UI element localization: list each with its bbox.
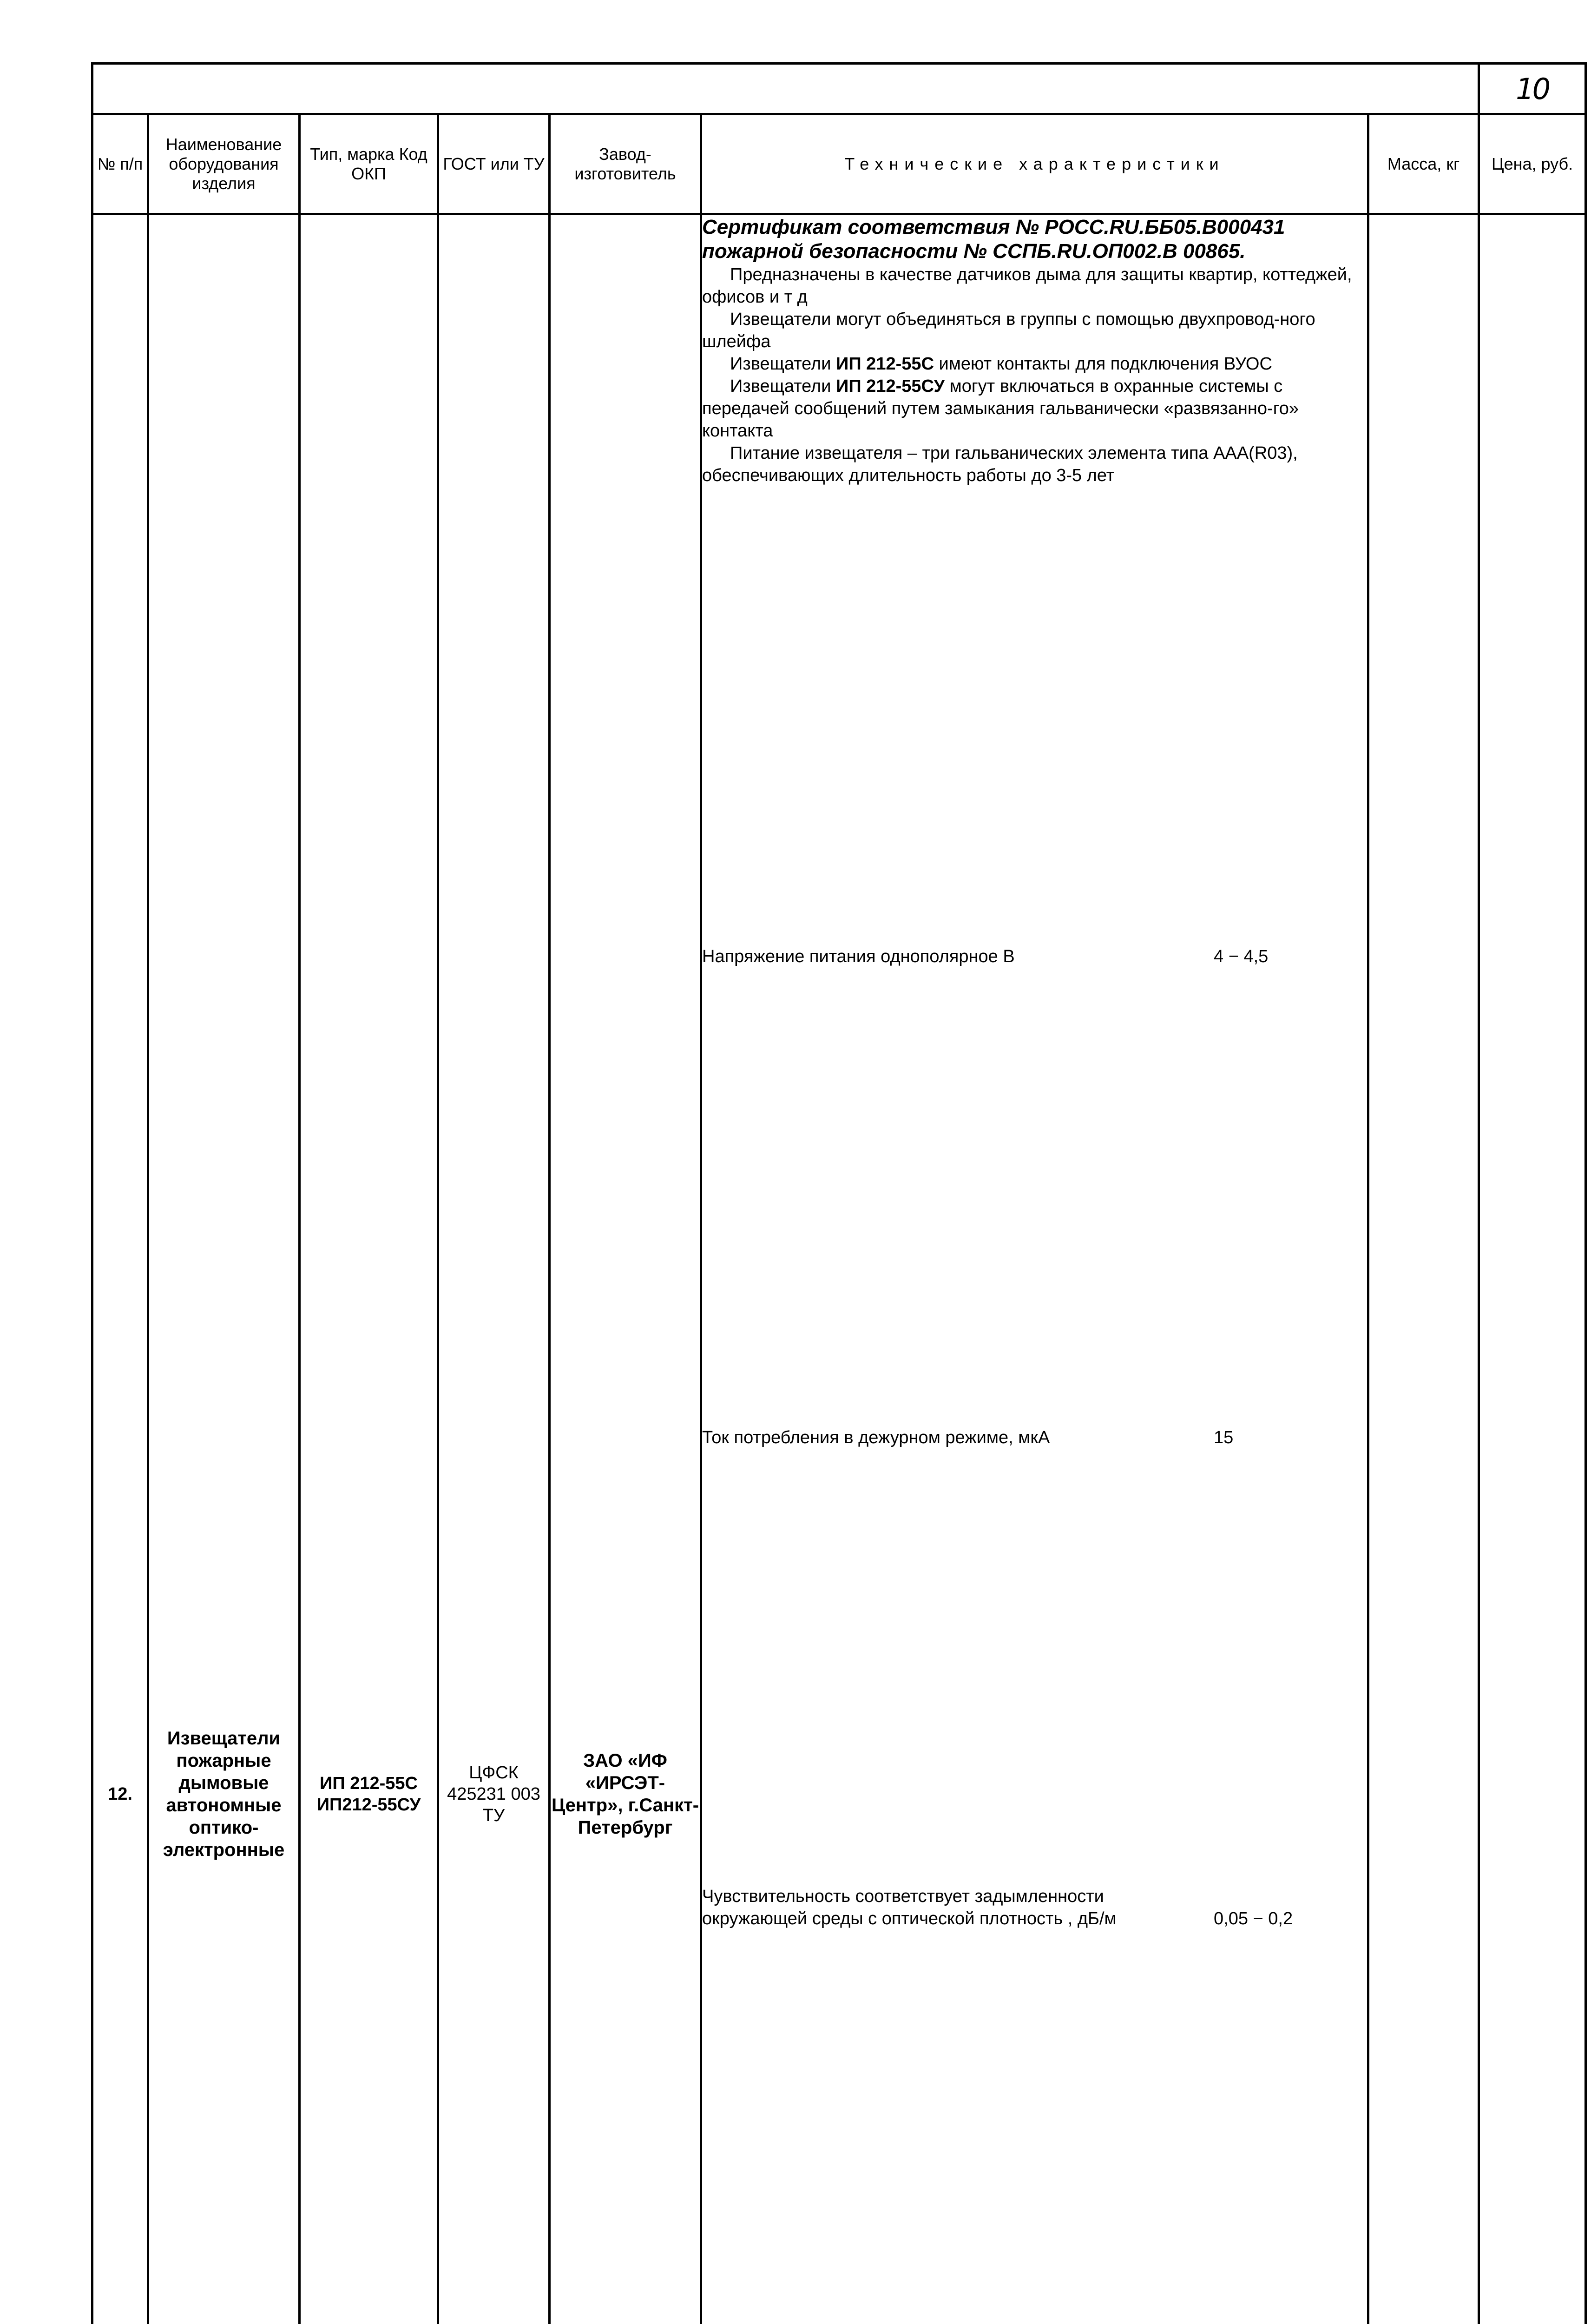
parameter-label: Чувствительность соответствует задымленности окружающей среды с оптической плотность , дБ/м <box>702 1449 1214 1930</box>
header-price: Цена, руб. <box>1479 114 1586 214</box>
text-run: могут включаться в охранные системы с передачей сообщений путем замыкания гальванически «развязанно-го» контакта <box>702 376 1299 441</box>
text-run: имеют контакты для подключения ВУОС <box>934 354 1272 374</box>
product-type <box>300 214 438 2324</box>
parameter-row <box>702 487 1367 968</box>
description-paragraph: Извещатели могут объединяться в группы с помощью двухпровод-ного шлейфа <box>702 308 1367 353</box>
parameters-table <box>702 487 1367 2324</box>
parameter-value: 4 − 4,5 <box>1214 487 1367 968</box>
header-num: № п/п <box>92 114 148 214</box>
header-row <box>92 114 1586 214</box>
header-gost: ГОСТ или ТУ <box>438 114 550 214</box>
certificate-line: Сертификат соответствия № РОСС.RU.ББ05.В000431 <box>702 215 1367 239</box>
equipment-spec-table <box>91 62 1587 2324</box>
table-row <box>92 214 1586 2324</box>
description-paragraph <box>702 375 1367 442</box>
row-number: 12. <box>92 214 148 2324</box>
description-paragraph <box>702 353 1367 375</box>
header-tech: Технические характеристики <box>701 114 1368 214</box>
tech-characteristics <box>701 214 1368 2324</box>
parameter-value <box>1214 1930 1367 2324</box>
model-name: ИП 212-55СУ <box>836 376 945 396</box>
parameter-row <box>702 1449 1367 1930</box>
text-run: Извещатели <box>730 354 836 374</box>
mass-cell <box>1368 214 1479 2324</box>
manufacturer: ЗАО «ИФ «ИРСЭТ-Центр», г.Санкт-Петербург <box>550 214 701 2324</box>
document-table-frame <box>91 62 1584 1131</box>
page-number-spacer <box>92 64 1479 114</box>
type-line: ИП212-55СУ <box>301 1794 437 1816</box>
description-paragraph: Предназначены в качестве датчиков дыма для защиты квартир, коттеджей, офисов и т д <box>702 264 1367 308</box>
gost-spec: ЦФСК 425231 003 ТУ <box>438 214 550 2324</box>
parameter-label <box>702 1930 1214 2324</box>
page-number-row <box>92 64 1586 114</box>
product-name: Извещатели пожарные дымовые автономные оптико-электронные <box>148 214 300 2324</box>
header-name: Наименование оборудования изделия <box>148 114 300 214</box>
parameter-value: 15 <box>1214 968 1367 1449</box>
text-run: Извещатели <box>730 376 836 396</box>
price-cell <box>1479 214 1586 2324</box>
model-name: ИП 212-55С <box>836 354 934 374</box>
certificate-line: пожарной безопасности № ССПБ.RU.ОП002.В 00865. <box>702 239 1367 264</box>
type-line: ИП 212-55С <box>301 1773 437 1794</box>
header-type: Тип, марка Код ОКП <box>300 114 438 214</box>
page-number: 10 <box>1479 64 1586 114</box>
parameter-value: 0,05 − 0,2 <box>1214 1449 1367 1930</box>
parameter-row <box>702 1930 1367 2324</box>
parameter-label: Ток потребления в дежурном режиме, мкА <box>702 968 1214 1449</box>
header-mass: Масса, кг <box>1368 114 1479 214</box>
parameter-row <box>702 968 1367 1449</box>
description-paragraph: Питание извещателя – три гальванических элемента типа ААА(R03), обеспечивающих длительность работы до 3-5 лет <box>702 442 1367 487</box>
header-manufacturer: Завод-изготовитель <box>550 114 701 214</box>
parameter-label: Напряжение питания однополярное В <box>702 487 1214 968</box>
